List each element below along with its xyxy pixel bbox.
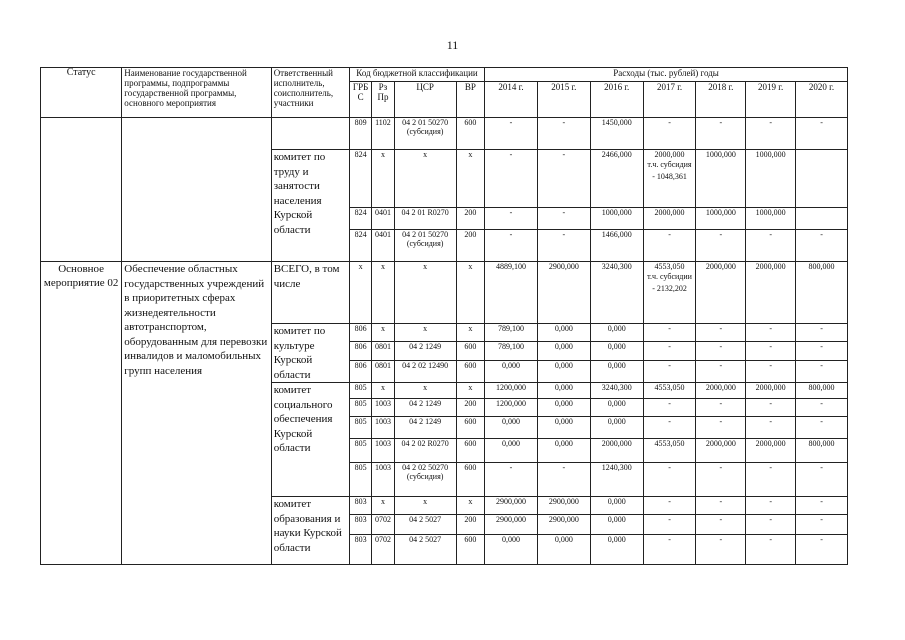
value-cell: 800,000 xyxy=(796,262,848,324)
vr-cell: 200 xyxy=(456,399,484,417)
vr-cell: 600 xyxy=(456,360,484,382)
value-cell: 0,000 xyxy=(590,360,643,382)
grbs-cell: 805 xyxy=(349,417,371,439)
budget-table xyxy=(40,67,848,565)
value-cell: - xyxy=(537,230,590,262)
grbs-cell: 824 xyxy=(349,208,371,230)
vr-cell: 600 xyxy=(456,342,484,360)
value-cell: 1000,000 xyxy=(590,208,643,230)
rzpr-cell: 0401 xyxy=(372,230,394,262)
value-cell: - xyxy=(643,515,696,535)
vr-cell: 200 xyxy=(456,515,484,535)
value-cell: - xyxy=(746,230,796,262)
value-cell: 4553,050 xyxy=(643,383,696,399)
value-cell: - xyxy=(696,515,746,535)
value-cell: - xyxy=(746,535,796,565)
csr-cell: х xyxy=(394,324,456,342)
rzpr-cell: х xyxy=(372,497,394,515)
value-cell: - xyxy=(643,417,696,439)
value-cell: 0,000 xyxy=(537,342,590,360)
value-cell: 2000,000 xyxy=(643,208,696,230)
csr-cell: 04 2 01 50270 (субсидия) xyxy=(394,118,456,150)
grbs-cell: 824 xyxy=(349,230,371,262)
value-cell: 0,000 xyxy=(590,342,643,360)
header-budget-code: Код бюджетной классификации xyxy=(349,68,484,82)
value-cell: - xyxy=(796,497,848,515)
value-cell: 2466,000 xyxy=(590,150,643,208)
value-cell: - xyxy=(696,535,746,565)
csr-cell: 04 2 01 R0270 xyxy=(394,208,456,230)
rzpr-cell: х xyxy=(372,383,394,399)
value-cell: - xyxy=(746,118,796,150)
grbs-cell: 805 xyxy=(349,399,371,417)
grbs-cell: 803 xyxy=(349,497,371,515)
vr-cell: 600 xyxy=(456,463,484,497)
value-cell: 0,000 xyxy=(590,417,643,439)
value-cell: - xyxy=(746,342,796,360)
value-cell: 0,000 xyxy=(537,383,590,399)
value-cell: - xyxy=(643,463,696,497)
value-cell: - xyxy=(537,463,590,497)
table-row xyxy=(41,262,848,324)
value-cell: 789,100 xyxy=(485,342,538,360)
value-cell: - xyxy=(485,150,538,208)
value-cell: 2000,000 xyxy=(746,262,796,324)
value-cell: - xyxy=(696,497,746,515)
value-cell: 1000,000 xyxy=(696,208,746,230)
csr-cell: 04 2 5027 xyxy=(394,515,456,535)
value-cell: - xyxy=(696,342,746,360)
responsible-cell: ВСЕГО, в том числе xyxy=(271,262,349,324)
value-cell: 1000,000 xyxy=(696,150,746,208)
name-cell: Обеспечение областных государственных учреждений в приоритетных сферах жизнедеятельности автотранспортом, оборудованным для перевозки инвалидов и маломобильных групп населения xyxy=(122,262,271,565)
vr-cell: х xyxy=(456,497,484,515)
value-cell: 1200,000 xyxy=(485,383,538,399)
value-cell: 1240,300 xyxy=(590,463,643,497)
rzpr-cell: 1003 xyxy=(372,417,394,439)
vr-cell: 600 xyxy=(456,439,484,463)
value-cell: - xyxy=(696,324,746,342)
responsible-cell: комитет по труду и занятости населения Курской области xyxy=(271,150,349,262)
value-cell: - xyxy=(485,230,538,262)
header-year: 2019 г. xyxy=(746,82,796,118)
rzpr-cell: 1003 xyxy=(372,399,394,417)
name-cell xyxy=(122,118,271,262)
responsible-cell: комитет образования и науки Курской области xyxy=(271,497,349,565)
responsible-cell: комитет социального обеспечения Курской области xyxy=(271,383,349,497)
csr-cell: х xyxy=(394,150,456,208)
value-cell: 2000,000 xyxy=(746,383,796,399)
value-cell: 0,000 xyxy=(590,399,643,417)
value-cell: - xyxy=(643,324,696,342)
value-cell: 2900,000 xyxy=(537,497,590,515)
value-cell: - xyxy=(643,342,696,360)
grbs-cell: 809 xyxy=(349,118,371,150)
header-vr: ВР xyxy=(456,82,484,118)
value-cell: - xyxy=(796,118,848,150)
csr-cell: 04 2 01 50270 (субсидия) xyxy=(394,230,456,262)
value-cell: 4889,100 xyxy=(485,262,538,324)
value-cell: - xyxy=(746,515,796,535)
grbs-cell: 806 xyxy=(349,342,371,360)
value-cell: - xyxy=(643,360,696,382)
rzpr-cell: 1003 xyxy=(372,439,394,463)
header-expenses: Расходы (тыс. рублей) годы xyxy=(485,68,848,82)
header-responsible: Ответственный исполнитель, соисполнитель, участники xyxy=(271,68,349,118)
value-cell: 4553,050 xyxy=(643,439,696,463)
csr-cell: 04 2 02 12490 xyxy=(394,360,456,382)
value-cell: 0,000 xyxy=(537,399,590,417)
value-cell: 1200,000 xyxy=(485,399,538,417)
header-csr: ЦСР xyxy=(394,82,456,118)
csr-cell: х xyxy=(394,497,456,515)
rzpr-cell: х xyxy=(372,150,394,208)
status-cell xyxy=(41,118,122,262)
value-cell: 0,000 xyxy=(537,417,590,439)
value-cell: 0,000 xyxy=(590,324,643,342)
value-cell: - xyxy=(796,463,848,497)
value-cell: 3240,300 xyxy=(590,383,643,399)
csr-cell: 04 2 1249 xyxy=(394,417,456,439)
header-year: 2016 г. xyxy=(590,82,643,118)
grbs-cell: 803 xyxy=(349,515,371,535)
value-cell: 1000,000 xyxy=(746,208,796,230)
value-cell: - xyxy=(696,360,746,382)
csr-cell: 04 2 02 R0270 xyxy=(394,439,456,463)
grbs-cell: 805 xyxy=(349,383,371,399)
rzpr-cell: х xyxy=(372,324,394,342)
value-cell: - xyxy=(746,417,796,439)
value-cell: 2000,000 xyxy=(590,439,643,463)
header-year: 2017 г. xyxy=(643,82,696,118)
vr-cell: 200 xyxy=(456,208,484,230)
grbs-cell: 803 xyxy=(349,535,371,565)
value-cell: - xyxy=(485,208,538,230)
value-cell: 4553,050 т.ч. субсидии - 2132,202 xyxy=(643,262,696,324)
value-cell: - xyxy=(746,399,796,417)
value-cell: - xyxy=(537,208,590,230)
value-cell: - xyxy=(796,535,848,565)
header-grbs: ГРБ С xyxy=(349,82,371,118)
value-cell: 0,000 xyxy=(537,324,590,342)
rzpr-cell: 1003 xyxy=(372,463,394,497)
value-cell: - xyxy=(746,497,796,515)
header-name: Наименование государственной программы, подпрограммы государственной программы, основного мероприятия xyxy=(122,68,271,118)
value-cell: - xyxy=(796,417,848,439)
value-cell: 0,000 xyxy=(537,360,590,382)
header-year: 2015 г. xyxy=(537,82,590,118)
value-cell: - xyxy=(643,497,696,515)
value-cell: 0,000 xyxy=(590,497,643,515)
csr-cell: х xyxy=(394,262,456,324)
value-cell: 0,000 xyxy=(485,417,538,439)
vr-cell: х xyxy=(456,383,484,399)
rzpr-cell: 0702 xyxy=(372,515,394,535)
value-cell: - xyxy=(643,230,696,262)
value-cell: 3240,300 xyxy=(590,262,643,324)
value-cell: 0,000 xyxy=(537,439,590,463)
value-cell: - xyxy=(796,324,848,342)
csr-cell: 04 2 1249 xyxy=(394,342,456,360)
value-cell: - xyxy=(696,118,746,150)
rzpr-cell: 0702 xyxy=(372,535,394,565)
header-rzpr: Рз Пр xyxy=(372,82,394,118)
vr-cell: 600 xyxy=(456,535,484,565)
value-cell: 2900,000 xyxy=(537,262,590,324)
value-cell: - xyxy=(537,118,590,150)
value-cell xyxy=(796,208,848,230)
page-number: 11 xyxy=(446,38,459,52)
grbs-cell: 806 xyxy=(349,360,371,382)
value-cell xyxy=(796,150,848,208)
value-cell: - xyxy=(696,230,746,262)
value-cell: 0,000 xyxy=(590,535,643,565)
header-year: 2020 г. xyxy=(796,82,848,118)
value-cell: - xyxy=(796,230,848,262)
value-cell: 2900,000 xyxy=(485,497,538,515)
value-cell: - xyxy=(796,360,848,382)
header-year: 2014 г. xyxy=(485,82,538,118)
value-cell: - xyxy=(746,463,796,497)
value-cell: - xyxy=(696,417,746,439)
vr-cell: 200 xyxy=(456,230,484,262)
value-cell: - xyxy=(485,118,538,150)
value-cell: 1450,000 xyxy=(590,118,643,150)
value-cell: 2000,000 т.ч. субсидия - 1048,361 xyxy=(643,150,696,208)
value-cell: - xyxy=(796,342,848,360)
value-cell: - xyxy=(746,324,796,342)
vr-cell: 600 xyxy=(456,118,484,150)
value-cell: 0,000 xyxy=(485,439,538,463)
value-cell: 0,000 xyxy=(590,515,643,535)
csr-cell: 04 2 1249 xyxy=(394,399,456,417)
value-cell: 2900,000 xyxy=(537,515,590,535)
csr-cell: 04 2 02 50270 (субсидия) xyxy=(394,463,456,497)
grbs-cell: 824 xyxy=(349,150,371,208)
csr-cell: 04 2 5027 xyxy=(394,535,456,565)
header-year: 2018 г. xyxy=(696,82,746,118)
value-cell: 2000,000 xyxy=(696,439,746,463)
value-cell: - xyxy=(746,360,796,382)
grbs-cell: 805 xyxy=(349,463,371,497)
responsible-cell xyxy=(271,118,349,150)
header-status: Статус xyxy=(41,68,122,118)
value-cell: 800,000 xyxy=(796,383,848,399)
grbs-cell: 805 xyxy=(349,439,371,463)
grbs-cell: 806 xyxy=(349,324,371,342)
rzpr-cell: 1102 xyxy=(372,118,394,150)
value-cell: - xyxy=(643,118,696,150)
value-cell: - xyxy=(796,515,848,535)
vr-cell: х xyxy=(456,324,484,342)
value-cell: 1000,000 xyxy=(746,150,796,208)
value-cell: 0,000 xyxy=(485,360,538,382)
grbs-cell: х xyxy=(349,262,371,324)
csr-cell: х xyxy=(394,383,456,399)
vr-cell: х xyxy=(456,262,484,324)
value-cell: 1466,000 xyxy=(590,230,643,262)
responsible-cell: комитет по культуре Курской области xyxy=(271,324,349,383)
value-cell: 0,000 xyxy=(485,535,538,565)
rzpr-cell: 0801 xyxy=(372,342,394,360)
value-cell: 2000,000 xyxy=(696,262,746,324)
value-cell: 2000,000 xyxy=(696,383,746,399)
value-cell: - xyxy=(796,399,848,417)
value-cell: - xyxy=(696,463,746,497)
value-cell: - xyxy=(537,150,590,208)
table-row xyxy=(41,118,848,150)
value-cell: 789,100 xyxy=(485,324,538,342)
vr-cell: 600 xyxy=(456,417,484,439)
status-cell: Основное мероприятие 02 xyxy=(41,262,122,565)
value-cell: 800,000 xyxy=(796,439,848,463)
value-cell: - xyxy=(643,535,696,565)
value-cell: 2000,000 xyxy=(746,439,796,463)
rzpr-cell: х xyxy=(372,262,394,324)
vr-cell: х xyxy=(456,150,484,208)
value-cell: - xyxy=(485,463,538,497)
value-cell: - xyxy=(643,399,696,417)
value-cell: 2900,000 xyxy=(485,515,538,535)
rzpr-cell: 0401 xyxy=(372,208,394,230)
value-cell: - xyxy=(696,399,746,417)
rzpr-cell: 0801 xyxy=(372,360,394,382)
value-cell: 0,000 xyxy=(537,535,590,565)
